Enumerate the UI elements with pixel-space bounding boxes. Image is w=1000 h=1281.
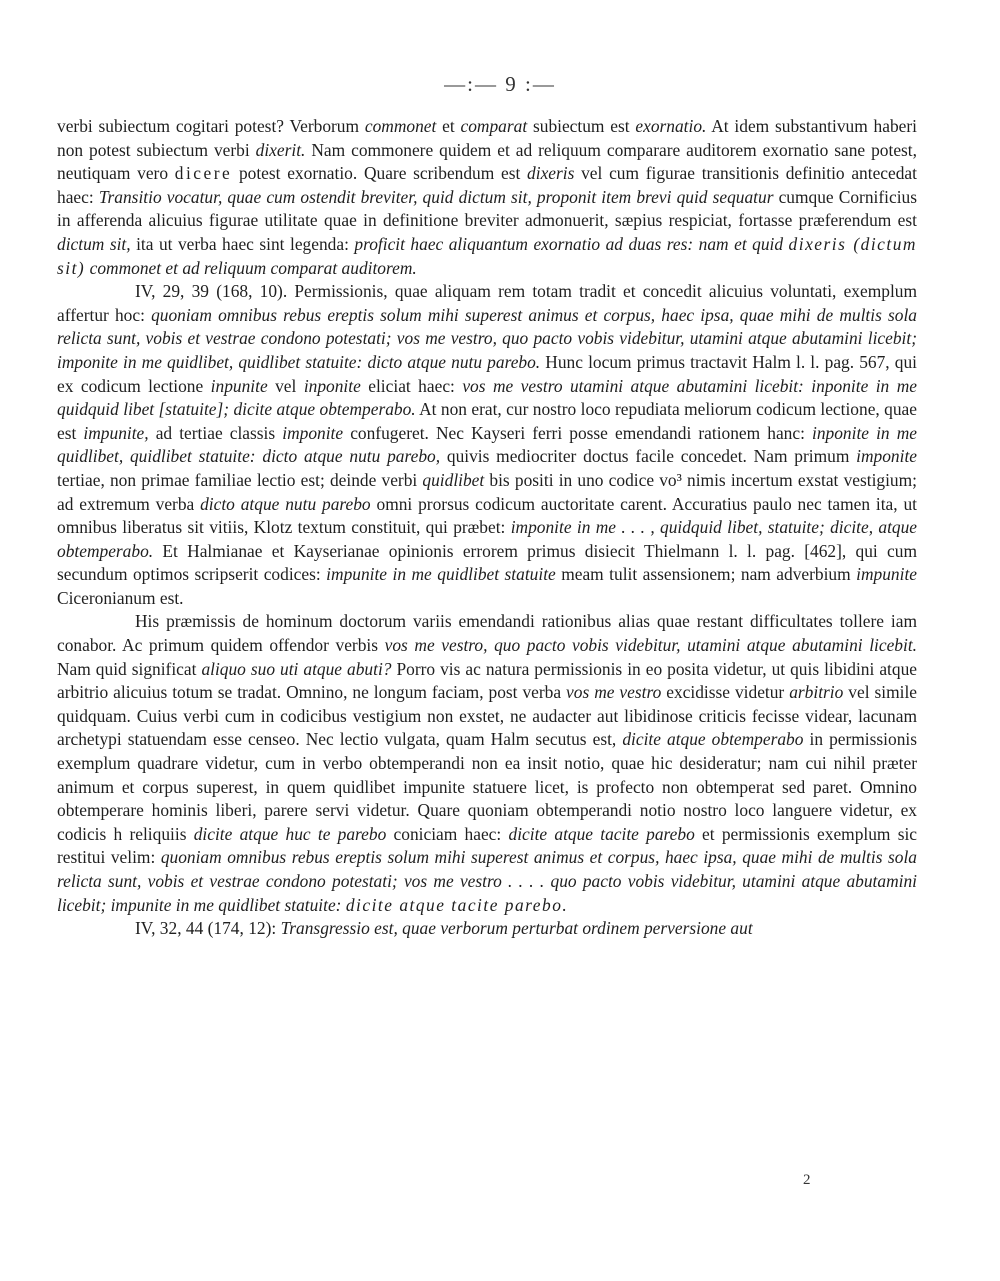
page-header: —:— 9 :— (444, 72, 556, 96)
text-run: potest exornatio. Quare scribendum est (232, 163, 528, 184)
text-run: quidlibet (422, 469, 485, 490)
text-run: At idem substantivum haberi non potest subiectum verbi (57, 116, 918, 160)
text-run: excidisse videtur (661, 682, 790, 703)
text-run: quoniam omnibus rebus ereptis solum mihi superest animus et corpus, haec ipsa, quae mihi de multis sola relicta sunt, vobis et vestrae condono potestati; vos me vestro . . . . quo pacto vobis videbitur, utamini atque abutamini licebit; impunite in me quidlibet statuite: (57, 847, 917, 915)
text-run: dicite atque huc te parebo (193, 823, 387, 844)
text-run: Et Halmianae et Kayserianae opinionis errorem primus disiecit Thielmann l. l. pag. [462], qui cum secundum optimos scripserit codices: (57, 540, 917, 585)
text-run: subiectum est (527, 116, 636, 136)
text-run: dixeris (527, 163, 575, 184)
text-run: imponite in me . . . , quidquid libet, statuite; dicite, atque obtemperabo. (57, 517, 918, 561)
text-run: omni prorsus codicum auctoritate carent. Accuratius paulo nec tamen ita, ut omnibus liberatus sit vitiis, Klotz textum constituit, qui præbet: (57, 493, 917, 538)
text-run: At non erat, cur nostro loco repudiata meliorum codicum lectione, quae est (57, 399, 917, 443)
text-run: bis positi in uno codice vo³ nimis incertum exstat vestigium; ad extremum verba (57, 469, 917, 514)
text-run: dicite atque tacite parebo. (345, 894, 569, 915)
text-run: et (436, 116, 461, 136)
text-run: verbi subiectum cogitari potest? Verborum (57, 116, 365, 136)
signature-mark: 2 (803, 1172, 811, 1188)
text-run: IV, 29, 39 (168, 10). Permissionis, quae aliquam rem totam tradit et concedit alicuius voluntati, exemplum affertur hoc: (57, 281, 917, 325)
text-run: inponite (303, 375, 361, 396)
text-run: quivis mediocriter doctus facile concedet. Nam primum (440, 446, 857, 467)
text-run: Ciceronianum est. (57, 587, 184, 608)
text-run: quoniam omnibus rebus ereptis solum mihi superest animus et corpus, haec ipsa, quae mihi de multis sola relicta sunt, vobis et vestrae condono potestati; vos me vestro, quo pacto vobis videbitur, utamini atque abutamini licebit; imponite in me quidlibet, quidlibet statuite: dicto atque nutu parebo. (57, 304, 917, 372)
text-run: eliciat haec: (360, 375, 463, 396)
text-run: Hunc locum primus tractavit Halm l. l. pag. 567, qui ex codicum lectione (57, 351, 918, 396)
text-run: confugeret. Nec Kayseri ferri posse emendandi rationem hanc: (343, 422, 813, 443)
text-run: dictum sit, (57, 233, 131, 254)
text-run: Transgressio est, quae verborum perturbat ordinem perversione aut (280, 918, 753, 939)
text-run: tertiae, non primae familiae lectio est; deinde verbi (57, 469, 423, 490)
text-run: dicite atque tacite parebo (508, 823, 695, 844)
text-run: His præmissis de hominum doctorum variis emendandi rationibus alias quae restant difficultates tollere iam conabor. Ac primum quidem offendor verbis (57, 611, 917, 656)
text-run: vos me vestro, quo pacto vobis videbitur, utamini atque abutamini licebit. (384, 635, 918, 656)
text-run: dixeris (dictum sit) (57, 233, 917, 278)
text-run: impunite (856, 564, 917, 585)
text-run: exornatio. (635, 116, 707, 136)
text-run: Nam quid significat (57, 658, 202, 679)
text-run: et permissionis exemplum sic restitui velim: (57, 823, 918, 868)
text-run: vel cum figurae transitionis definitio antecedat haec: (57, 163, 917, 207)
text-run: inponite in me quidlibet, quidlibet statuite: dicto atque nutu parebo, (57, 422, 917, 467)
text-run: commonet et ad reliquum comparat auditorem. (89, 257, 417, 278)
text-run: Transitio vocatur, quae cum ostendit breviter, quid dictum sit, proponit item brevi quid sequatur (98, 186, 774, 207)
text-run: commonet (364, 116, 437, 136)
text-run: imponite (856, 446, 917, 467)
body-text (57, 115, 917, 941)
text-run: ad tertiae classis (148, 422, 283, 443)
paragraph (57, 115, 917, 280)
text-run: IV, 32, 44 (174, 12): (135, 918, 281, 939)
text-run: vos me vestro utamini atque abutamini licebit: inponite in me quidquid libet [statuite]; dicite atque obtemperabo. (57, 375, 917, 420)
text-run: arbitrio (789, 682, 844, 703)
text-run: dicite atque obtemperabo (622, 729, 804, 750)
text-run: aliquo suo uti atque abuti? (201, 658, 392, 679)
text-run: vel simile quidquam. Cuius verbi cum in codicibus vestigium non exstet, ne audacter aut libidinose criticis fecisse videar, lacunam archetypi statuendam esse censeo. Nec lectio vulgata, quam Halm secutus est, (57, 682, 918, 750)
paragraph (57, 280, 917, 610)
text-run: ita ut verba haec sint legenda: (130, 233, 355, 254)
text-run: meam tulit assensionem; nam adverbium (555, 564, 857, 585)
text-run: dixerit. (255, 139, 306, 160)
text-run: inpunite (210, 375, 268, 396)
text-run: imponite (282, 422, 344, 443)
text-run: comparat (460, 116, 528, 136)
text-run: Porro vis ac natura permissionis in eo posita videtur, ut quis libidini atque arbitrio alicuius totum se tradat. Omnino, ne longum faciam, post verba (57, 658, 917, 703)
paragraph (57, 917, 917, 941)
text-run: cumque Cornificius in afferenda alicuius figurae utilitate quae in definitione breviter admonuerit, sæpius respiciat, fortasse præferendum est (57, 186, 918, 231)
text-run: impunite in me quidlibet statuite (326, 564, 556, 585)
text-run: coniciam haec: (386, 823, 509, 844)
text-run: vel (267, 375, 304, 396)
text-run: dicere (174, 163, 233, 184)
text-run: vos me vestro (566, 682, 662, 703)
text-run: Nam commonere quidem et ad reliquum comparare auditorem exornatio sane potest, neutiquam vero (57, 139, 917, 184)
paragraph (57, 610, 917, 917)
text-run: dicto atque nutu parebo (200, 493, 371, 514)
text-run: proficit haec aliquantum exornatio ad duas res: nam et quid (354, 233, 784, 254)
text-run: in permissionis exemplum quadrare videtur, cum in verbo obtemperandi non ea insit notio, quae hic desideratur; nam cui nihil præter animum et corpus superest, in quem quidlibet impunite statuere licet, is profecto non obtemperat sed paret. Omnino obtemperare hominis liberi, parere servi videtur. Quare quoniam obtemperandi notio nostro loco languere videtur, ex codicis h reliquiis (57, 729, 917, 844)
text-run: impunite, (83, 422, 149, 443)
